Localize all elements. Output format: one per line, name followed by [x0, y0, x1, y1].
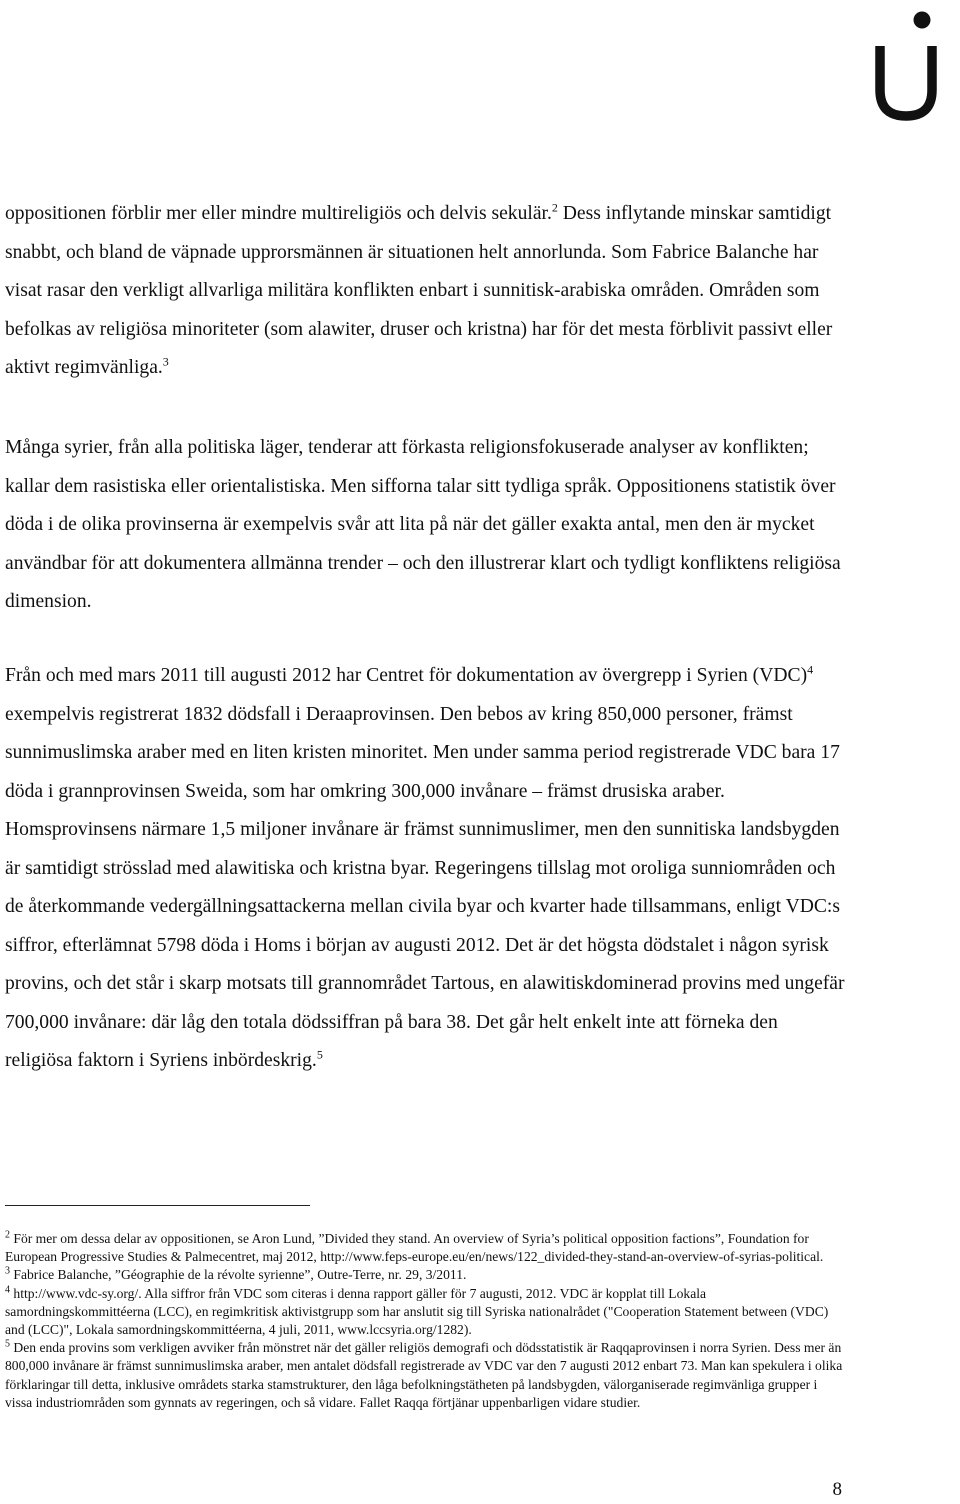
body-paragraph-3 — [5, 657, 845, 1081]
footnote-ref-2[interactable]: 2 — [551, 200, 558, 215]
footnote-4 — [5, 1285, 845, 1340]
footnote-text: Den enda provins som verkligen avviker från mönstret när det gäller religiös demografi och dödsstatistik är Raqqaprovinsen i norra Syrien. Dess mer än 800,000 invånare är främst sunnimuslimska araber, men antalet dödsfall registrerade av VDC var den 7 augusti 2012 enbart 73. Man kan spekulera i olika förklaringar till detta, inklusive områdets starka stamstrukturer, den låga befolkningstätheten på landsbygden, välorganiserade regimvänliga grupper i vissa industriområden som gynnats av regeringen, och så vidare. Fallet Raqqa förtjänar uppenbarligen vidare studier. — [5, 1340, 843, 1410]
page-number: 8 — [832, 1479, 842, 1500]
ui-logo-icon — [874, 6, 938, 122]
footnote-ref-3[interactable]: 3 — [162, 354, 169, 369]
footnote-text: Fabrice Balanche, ”Géographie de la révolte syrienne”, Outre-Terre, nr. 29, 3/2011. — [10, 1267, 467, 1283]
footnote-text: För mer om dessa delar av oppositionen, se Aron Lund, ”Divided they stand. An overview of Syria’s political opposition factions”, Foundation for European Progressive Studies & Palmecentret, maj 2012, http://www.feps-europe.eu/en/news/122_divided-they-stand-an-overview-of-syrias-political. — [5, 1231, 824, 1265]
p1-text-b: Dess inflytande minskar samtidigt snabbt, och bland de väpnade upprorsmännen är situationen helt annorlunda. Som Fabrice Balanche har visat rasar den verkligt allvarliga militära konflikten enbart i sunnitisk-arabiska områden. Områden som befolkas av religiösa minoriteter (som alawiter, druser och kristna) har för det mesta förblivit passivt eller aktivt regimvänliga. — [5, 203, 833, 378]
footnotes — [5, 1230, 845, 1412]
p3-text-b: exempelvis registrerat 1832 dödsfall i Deraaprovinsen. Den bebos av kring 850,000 personer, främst sunnimuslimska araber med en liten kristen minoritet. Men under samma period registrerade VDC bara 17 döda i grannprovinsen Sweida, som har omkring 300,000 invånare – främst drusiska araber. Homsprovinsens närmare 1,5 miljoner invånare är främst sunnimuslimer, men den sunnitiska landsbygden är samtidigt strösslad med alawitiska och kristna byar. Regeringens tillslag mot oroliga sunniområden och de återkommande vedergällningsattackerna mellan civila byar och kvarter hade tillsammans, enligt VDC:s siffror, efterlämnat 5798 döda i Homs i början av augusti 2012. Det är det högsta dödstalet i någon syrisk provins, och det står i skarp motsats till grannområdet Tartous, en alawitiskdominerad provins med ungefär 700,000 invånare: där låg den totala dödssiffran på bara 38. Det går helt enkelt inte att förneka den religiösa faktorn i Syriens inbördeskrig. — [5, 703, 845, 1071]
footnote-separator — [5, 1205, 310, 1206]
p1-text-a: oppositionen förblir mer eller mindre multireligiös och delvis sekulär. — [5, 203, 552, 224]
footnote-text: http://www.vdc-sy.org/. Alla siffror från VDC som citeras i denna rapport gäller för 7 augusti, 2012. VDC är kopplat till Lokala samordningskommittéerna (LCC), en regimkritisk aktivistgrupp som har anslutit sig till Syriska nationalrådet ("Cooperation Statement between (VDC) and (LCC)", Lokala samordningskommittéerna, 4 juli, 2011, www.lccsyria.org/1282). — [5, 1285, 829, 1338]
body-paragraph-1 — [5, 195, 845, 388]
footnote-number: 5 — [5, 1338, 10, 1350]
footnote-5 — [5, 1339, 845, 1412]
footnote-2 — [5, 1230, 845, 1266]
footnote-number: 4 — [5, 1284, 10, 1296]
footnote-number: 3 — [5, 1265, 10, 1277]
footnote-number: 2 — [5, 1229, 10, 1241]
p3-text-a: Från och med mars 2011 till augusti 2012 har Centret för dokumentation av övergrepp i Syrien (VDC) — [5, 665, 808, 686]
body-paragraph-2: Många syrier, från alla politiska läger, tenderar att förkasta religionsfokuserade analyser av konflikten; kallar dem rasistiska eller orientalistiska. Men sifforna talar sitt tydliga språk. Oppositionens statistik över döda i de olika provinserna är exempelvis svår att lita på när det gäller exakta antal, men den är mycket användbar för att dokumentera allmänna trender – och den illustrerar klart och tydligt konfliktens religiösa dimension. — [5, 437, 841, 612]
footnote-ref-5[interactable]: 5 — [316, 1047, 323, 1062]
footnote-ref-4[interactable]: 4 — [807, 662, 814, 677]
footnote-3 — [5, 1266, 845, 1284]
